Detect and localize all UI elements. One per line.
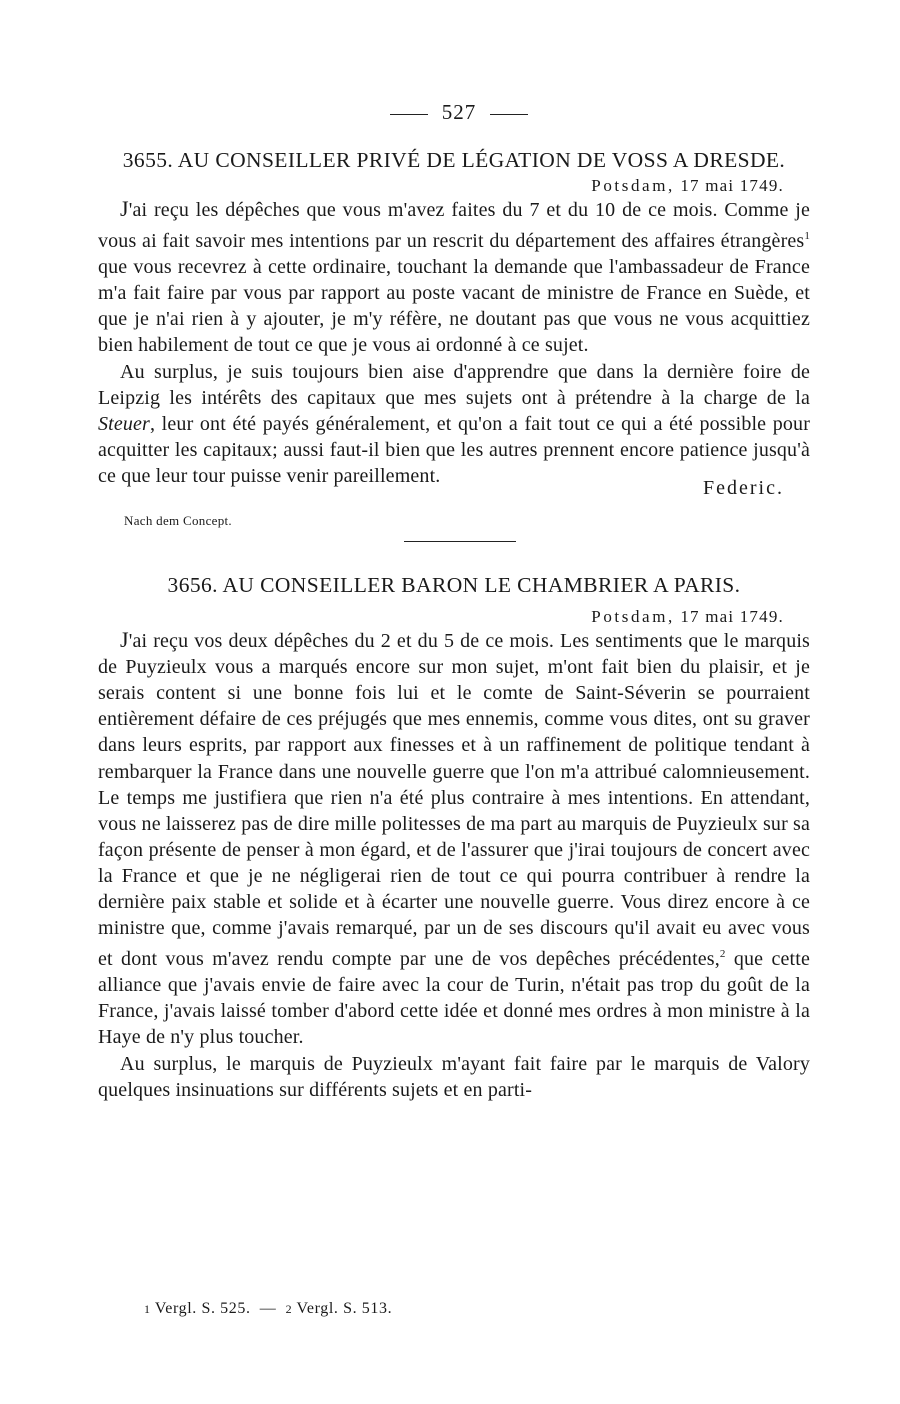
dateline-place: Potsdam, (591, 176, 675, 195)
initial-letter: J (120, 196, 129, 221)
paragraph-text: Au surplus, je suis toujours bien aise d'apprendre que dans la dernière foire de Leipzig les intérêts des capitaux que mes sujets ont à prétendre à la charge de la (98, 360, 810, 409)
dash-right (490, 114, 528, 115)
paragraph (98, 627, 810, 1051)
paragraph-text: Au surplus, le marquis de Puyzieulx m'ayant fait faire par le marquis de Valory quelques insinuations sur différents sujets et en parti- (98, 1052, 810, 1101)
dash-left (390, 114, 428, 115)
page-number-row (108, 100, 810, 125)
source-note: Nach dem Concept. (124, 513, 232, 529)
dateline-date: 17 mai 1749. (680, 176, 784, 195)
footnote-separator: — (255, 1300, 282, 1317)
section-divider (404, 541, 516, 542)
paragraph-text: que vous recevrez à cette ordinaire, touchant la demande que l'ambassadeur de France m'a fait faire par vous par rapport au poste vacant de ministre de France en Suède, et que je n'ai rien à y ajouter, je m'y réfère, ne doutant pas que vous ne vous acquittiez bien habilement de tout ce que je vous ai ordonné à ce sujet. (98, 256, 810, 357)
letter-title: 3656. AU CONSEILLER BARON LE CHAMBRIER A PARIS. (167, 573, 741, 598)
page (98, 100, 810, 1103)
paragraph-text: que cette alliance que j'avais envie de faire avec la cour de Turin, n'était pas trop du goût de la France, j'avais laissé tomber d'abord cette idée et donné mes ordres à mon ministre à la Haye de n'y plus toucher. (98, 948, 810, 1049)
footnote-ref: 2 (719, 948, 726, 961)
footnotes (144, 1300, 392, 1318)
paragraph-text: 'ai reçu les dépêches que vous m'avez faites du 7 et du 10 de ce mois. Comme je vous ai fait savoir mes intentions par un rescrit du département des affaires étrangères (98, 199, 810, 253)
paragraph (98, 359, 810, 489)
letter-title: 3655. AU CONSEILLER PRIVÉ DE LÉGATION DE VOSS A DRESDE. (122, 148, 786, 172)
italic-term: Steuer (98, 412, 150, 435)
signature: Federic. (703, 477, 784, 500)
paragraph-text: , leur ont été payés généralement, et qu'on a fait tout ce qui a été possible pour acquitter les capitaux; aussi faut-il bien que les autres prennent encore patience jusqu'à ce que leur tour puisse venir pareillement. (98, 412, 810, 487)
footnote-ref: 1 (804, 230, 810, 243)
paragraph (98, 1051, 810, 1103)
paragraph (98, 196, 810, 359)
footnote-mark: 1 (144, 1302, 151, 1316)
dateline (98, 607, 810, 627)
footnote-text: Vergl. S. 513. (296, 1300, 393, 1317)
footnote-mark: 2 (285, 1302, 293, 1316)
dateline-date: 17 mai 1749. (680, 607, 784, 627)
initial-letter: J (120, 627, 129, 653)
dateline (98, 176, 810, 196)
page-number: 527 (441, 100, 477, 124)
footnote-text: Vergl. S. 525. (154, 1300, 251, 1317)
paragraph-text: 'ai reçu vos deux dépêches du 2 et du 5 de ce mois. Les sentiments que le marquis de Puyzieulx vous a marqués encore sur mon sujet, m'ont fait bien du plaisir, et je serais content si une bonne fois lui et le comte de Saint-Séverin se pourraient entièrement défaire de ces préjugés que mes ennemis, comme vous dites, ont su graver dans leurs esprits, par rapport aux finesses et à un raffinement de politique tendant à rembarquer la France dans une nouvelle guerre que l'on m'a attribué calomnieusement. Le temps me justifiera que rien n'a été plus contraire à mes intentions. En attendant, vous ne laisserez pas de dire mille politesses de ma part au marquis de Puyzieulx sur sa façon présente de penser à mon égard, et de l'assurer que j'irai toujours de concert avec la France et que je ne négligerai rien de tout ce qui pourra contribuer à rendre la dernière paix stable et solide et à écarter une nouvelle guerre. Vous direz encore à ce ministre que, comme j'avais remarqué, par un de ses discours qu'il avait eu avec vous et dont vous m'avez rendu compte par une de vos depêches précédentes, (98, 630, 810, 971)
signature-row (98, 477, 810, 517)
dateline-place: Potsdam, (591, 607, 675, 627)
